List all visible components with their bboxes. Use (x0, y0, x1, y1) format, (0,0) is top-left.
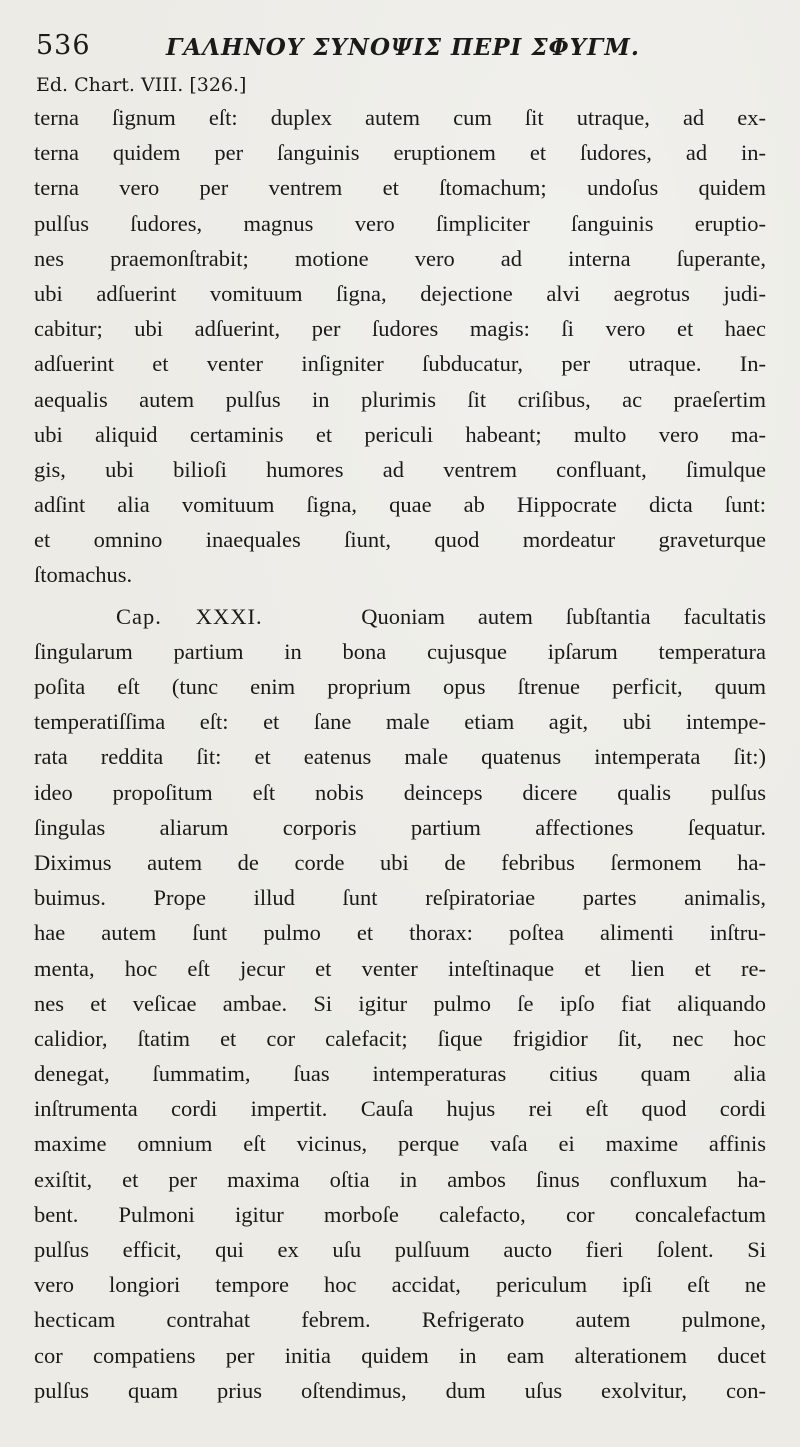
text-line: cor compatiens per initia quidem in eam alterationem ducet (34, 1342, 766, 1368)
text-line: ſingularum partium in bona cujusque ipſarum temperatura (34, 638, 766, 664)
page-header (34, 26, 766, 70)
text-line: vero longiori tempore hoc accidat, periculum ipſi eſt ne (34, 1272, 766, 1298)
chapter-first-line (34, 599, 766, 634)
text-line: bent. Pulmoni igitur morboſe calefacto, cor concalefactum (34, 1201, 766, 1227)
chapter-label: Cap. XXXI. (116, 603, 263, 629)
text-line: adſuerint et venter inſigniter ſubducatur, per utraque. In- (34, 351, 766, 377)
chapter-31 (34, 599, 766, 1408)
text-line: ubi aliquid certaminis et periculi habeant; multo vero ma- (34, 421, 766, 447)
text-line: et omnino inaequales ſiunt, quod mordeatur graveturque (34, 527, 766, 553)
running-head: ΓΑΛΗΝΟΥ ΣΥΝΟΨΙΣ ΠΕΡΙ ΣΦΥΓΜ. (166, 34, 640, 61)
text-line: hae autem ſunt pulmo et thorax: poſtea alimenti inſtru- (34, 920, 766, 946)
text-line: exiſtit, et per maxima oſtia in ambos ſinus confluxum ha- (34, 1166, 766, 1192)
text-line: maxime omnium eſt vicinus, perque vaſa ei maxime affinis (34, 1131, 766, 1157)
text-line: ideo propoſitum eſt nobis deinceps dicere qualis pulſus (34, 779, 766, 805)
text-line: inſtrumenta cordi impertit. Cauſa hujus rei eſt quod cordi (34, 1096, 766, 1122)
text-line: denegat, ſummatim, ſuas intemperaturas citius quam alia (34, 1061, 766, 1087)
text-line: calidior, ſtatim et cor calefacit; ſique frigidior ſit, nec hoc (34, 1025, 766, 1051)
edition-reference: Ed. Chart. VIII. [326.] (36, 74, 247, 96)
chapter-opening-text: Quoniam autem ſubſtantia facultatis (361, 603, 766, 629)
text-line: cabitur; ubi adſuerint, per ſudores magis: ſi vero et haec (34, 316, 766, 342)
text-line: pulſus efficit, qui ex uſu pulſuum aucto fieri ſolent. Si (34, 1237, 766, 1262)
text-line: terna ſignum eſt: duplex autem cum ſit utraque, ad ex- (34, 105, 766, 130)
text-line: ſingulas aliarum corporis partium affectiones ſequatur. (34, 814, 766, 840)
text-line: temperatiſſima eſt: et ſane male etiam agit, ubi intempe- (34, 709, 766, 735)
text-line: adſint alia vomituum ſigna, quae ab Hippocrate dicta ſunt: (34, 492, 766, 518)
text-line: gis, ubi bilioſi humores ad ventrem confluant, ſimulque (34, 456, 766, 482)
page-number: 536 (36, 30, 91, 61)
text-line: ſtomachus. (34, 562, 133, 588)
text-line: nes et veſicae ambae. Si igitur pulmo ſe ipſo fiat aliquando (34, 990, 766, 1016)
text-line: terna quidem per ſanguinis eruptionem et ſudores, ad in- (34, 140, 766, 166)
text-line: pulſus quam prius oſtendimus, dum uſus exolvitur, con- (34, 1377, 766, 1403)
text-line: aequalis autem pulſus in plurimis ſit criſibus, ac praeſertim (34, 386, 766, 412)
text-line: pulſus ſudores, magnus vero ſimpliciter ſanguinis eruptio- (34, 210, 766, 236)
text-line: hecticam contrahat febrem. Refrigerato autem pulmone, (34, 1307, 766, 1333)
text-line: rata reddita ſit: et eatenus male quatenus intemperata ſit:) (34, 744, 766, 770)
text-line: buimus. Prope illud ſunt reſpiratoriae partes animalis, (34, 885, 766, 911)
text-line: menta, hoc eſt jecur et venter inteſtinaque et lien et re- (34, 955, 766, 981)
text-line: Diximus autem de corde ubi de febribus ſermonem ha- (34, 849, 766, 875)
text-line: terna vero per ventrem et ſtomachum; undoſus quidem (34, 175, 766, 201)
text-line: ubi adſuerint vomituum ſigna, dejectione alvi aegrotus judi- (34, 280, 766, 306)
paragraph-1 (34, 100, 766, 593)
text-line: poſita eſt (tunc enim proprium opus ſtrenue perficit, quum (34, 674, 766, 699)
text-line: nes praemonſtrabit; motione vero ad interna ſuperante, (34, 245, 766, 271)
